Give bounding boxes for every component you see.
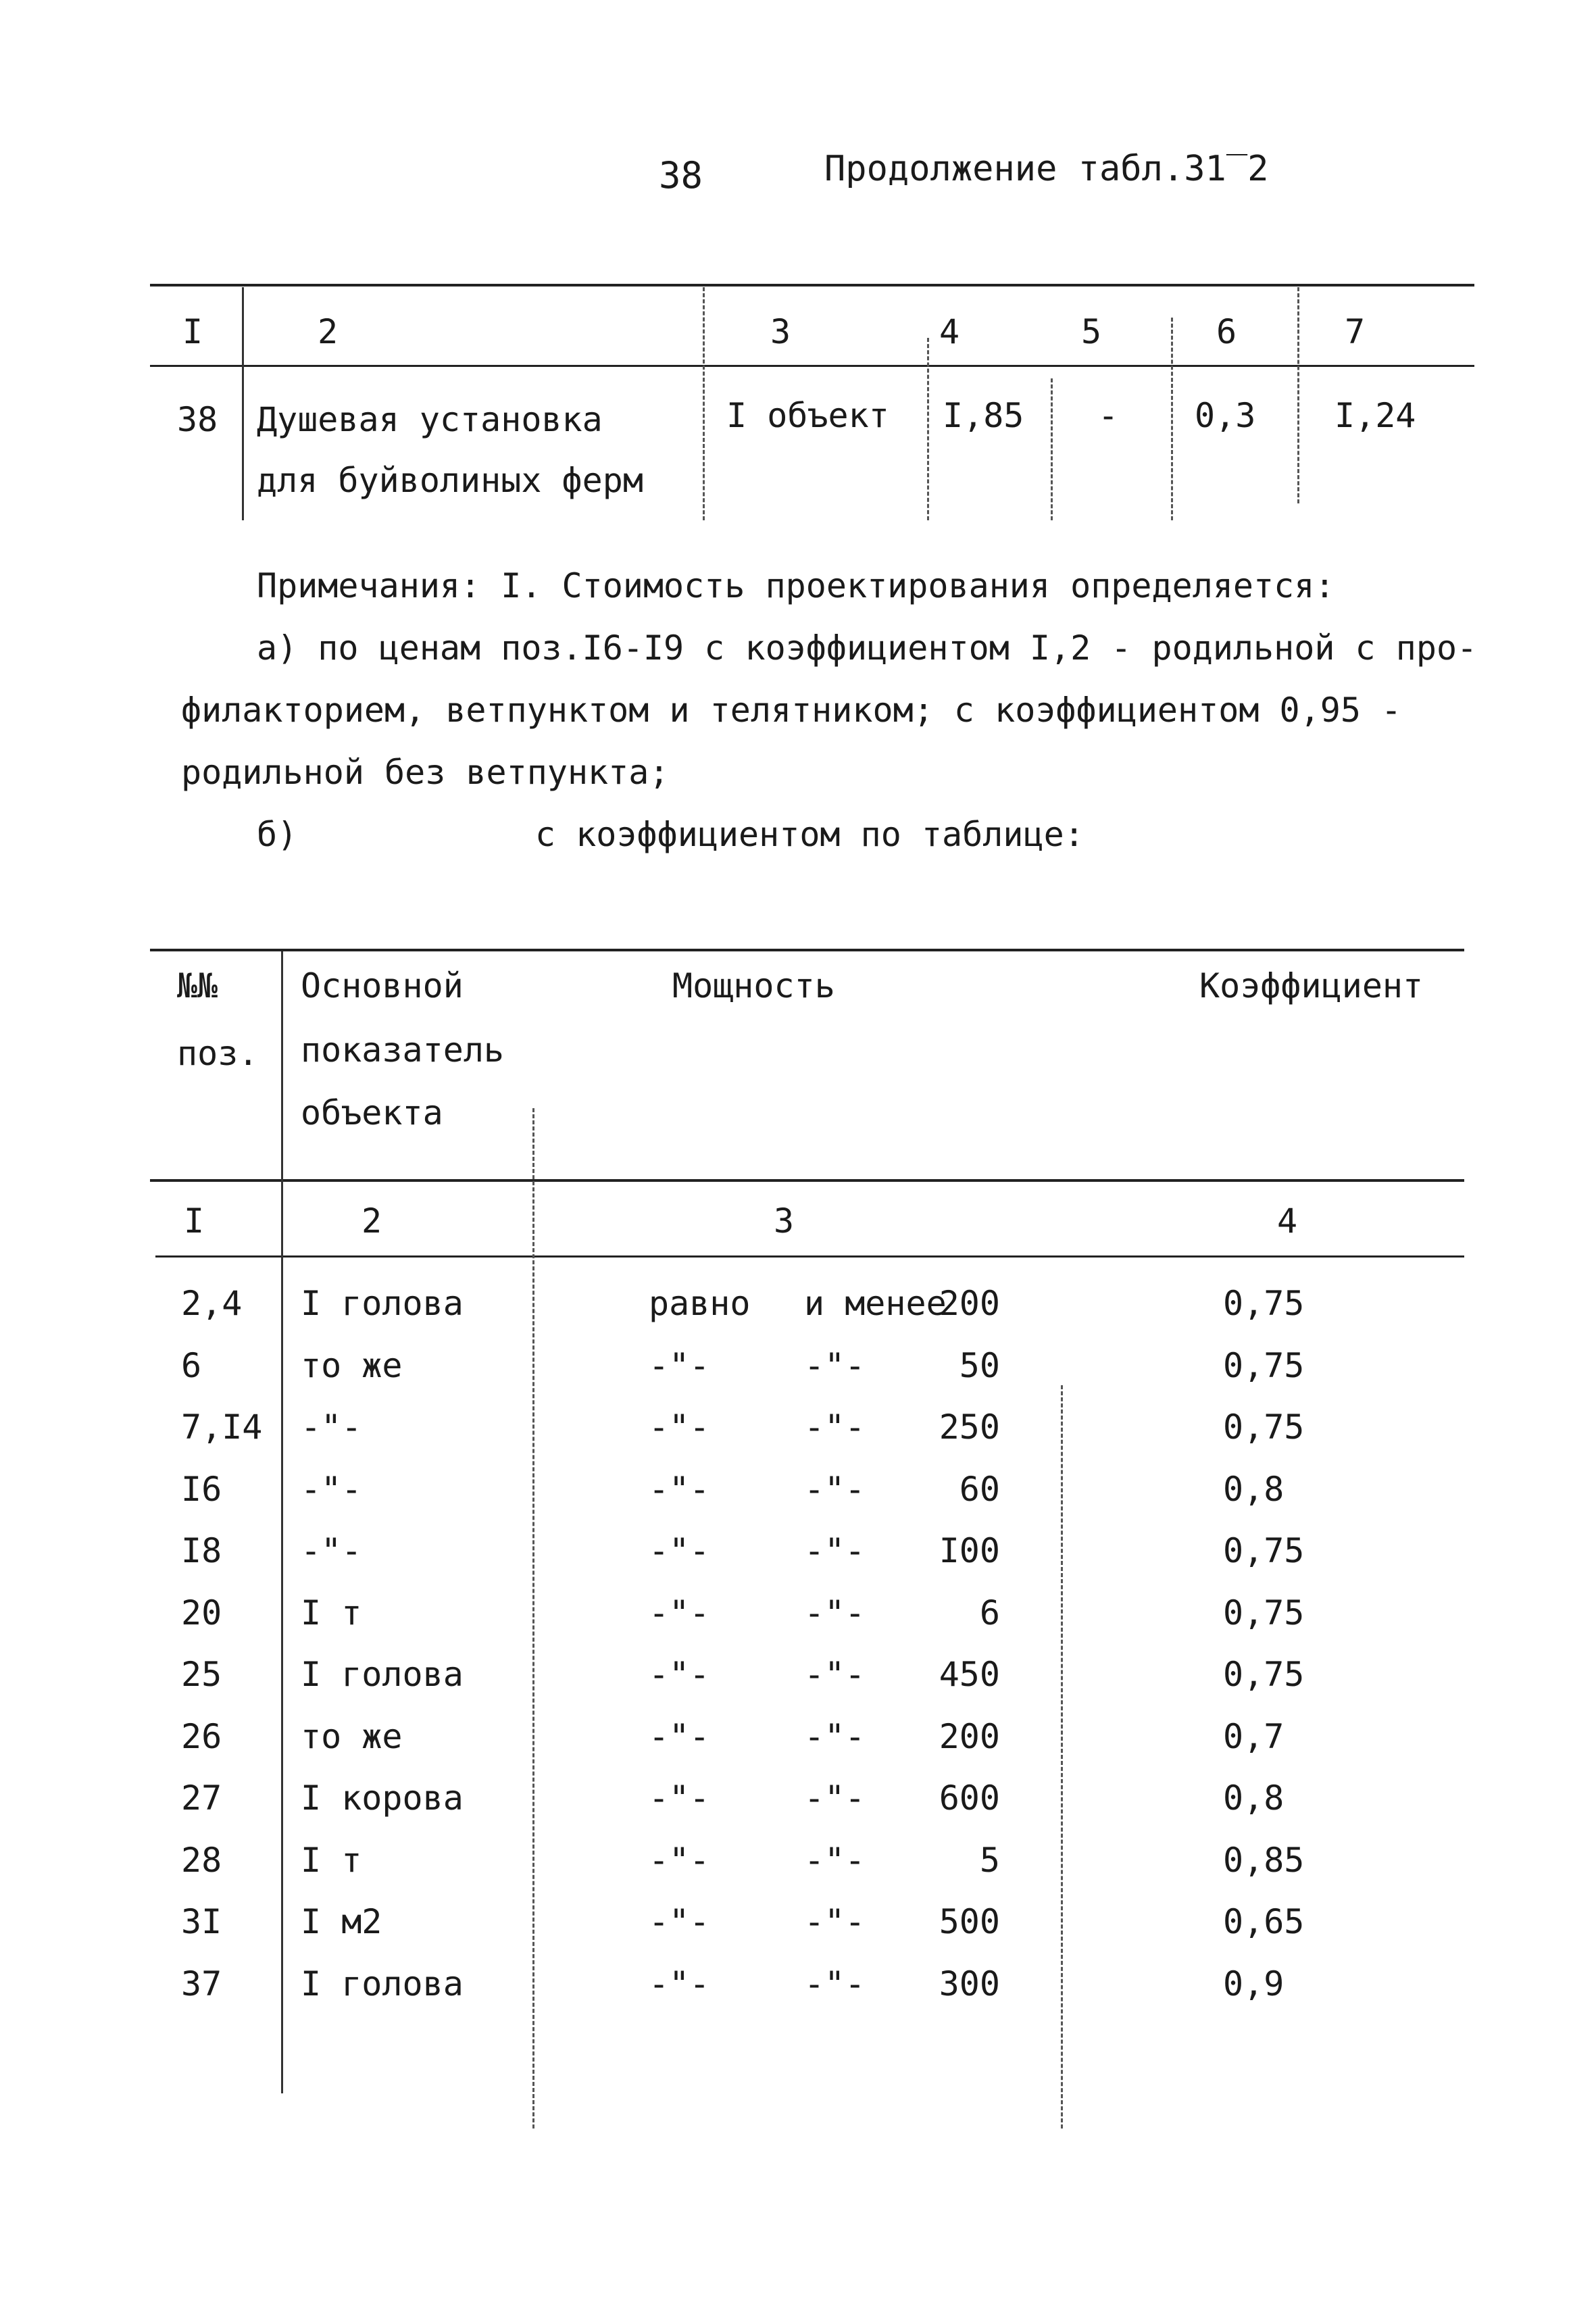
table-2-col-divider (532, 1108, 534, 2129)
object-name: Душевая установка (257, 400, 603, 439)
capacity-qualifier: -"- (649, 1841, 710, 1880)
column-number: I (184, 1201, 205, 1241)
indicator-cell: -"- (301, 1531, 362, 1570)
indicator-cell: I голова (301, 1655, 464, 1694)
table-1-header-rule (150, 365, 1474, 367)
note-line: Примечания: I. Стоимость проектирования определяется: (257, 566, 1335, 605)
coefficient-value: 0,75 (1223, 1346, 1305, 1385)
position-cell: I6 (181, 1470, 222, 1509)
table-2-col-divider (1061, 1385, 1063, 2129)
position-number: 38 (177, 400, 218, 439)
value-cell: - (1098, 396, 1119, 435)
table-1-col-divider (1297, 287, 1299, 503)
capacity-qualifier: -"- (649, 1964, 710, 2003)
capacity-header: Мощность (672, 966, 835, 1005)
coefficient-value: 0,8 (1223, 1470, 1285, 1509)
table-continuation-title: Продолжение табл.31‾2 (824, 149, 1269, 189)
capacity-qualifier: -"- (804, 1655, 866, 1694)
indicator-cell: I т (301, 1841, 362, 1880)
capacity-qualifier: -"- (649, 1346, 710, 1385)
capacity-value: 500 (939, 1902, 1000, 1941)
capacity-qualifier: равно (649, 1284, 751, 1323)
position-cell: 2,4 (181, 1284, 243, 1323)
table-1-header-cell: 6 (1216, 312, 1237, 351)
capacity-value: 200 (939, 1284, 1000, 1323)
coefficient-value: 0,7 (1223, 1717, 1285, 1756)
value-cell: 0,3 (1195, 396, 1256, 435)
capacity-value: I00 (939, 1531, 1000, 1570)
note-line: б) (257, 815, 298, 854)
indicator-cell: I м2 (301, 1902, 382, 1941)
capacity-value: 50 (959, 1346, 1000, 1385)
value-cell: I,85 (943, 396, 1024, 435)
position-cell: 37 (181, 1964, 222, 2003)
coefficient-value: 0,75 (1223, 1284, 1305, 1323)
table-1-header-cell: 5 (1081, 312, 1102, 351)
position-cell: 28 (181, 1841, 222, 1880)
capacity-qualifier: -"- (649, 1531, 710, 1570)
position-cell: 27 (181, 1778, 222, 1818)
capacity-qualifier: и менее (804, 1284, 947, 1323)
table-2-top-rule (150, 949, 1464, 951)
value-cell: I,24 (1335, 396, 1416, 435)
capacity-qualifier: -"- (649, 1902, 710, 1941)
coefficient-value: 0,75 (1223, 1531, 1305, 1570)
indicator-cell: I корова (301, 1778, 464, 1818)
capacity-value: 250 (939, 1408, 1000, 1447)
table-2-col-divider (281, 951, 283, 2093)
position-header: поз. (177, 1034, 259, 1073)
indicator-header: объекта (301, 1093, 443, 1132)
table-1-col-divider (242, 287, 244, 520)
capacity-value: 5 (979, 1841, 1000, 1880)
capacity-qualifier: -"- (649, 1470, 710, 1509)
capacity-qualifier: -"- (804, 1408, 866, 1447)
capacity-qualifier: -"- (804, 1841, 866, 1880)
table-1-header-cell: 7 (1345, 312, 1366, 351)
note-line: а) по ценам поз.I6-I9 с коэффициентом I,2 - родильной с про- (257, 628, 1478, 668)
indicator-cell: -"- (301, 1408, 362, 1447)
capacity-value: 600 (939, 1778, 1000, 1818)
capacity-value: 60 (959, 1470, 1000, 1509)
indicator-cell: I голова (301, 1964, 464, 2003)
capacity-qualifier: -"- (804, 1964, 866, 2003)
capacity-value: 200 (939, 1717, 1000, 1756)
column-number: 4 (1277, 1201, 1298, 1241)
table-2-header-rule (150, 1179, 1464, 1182)
column-number: 2 (361, 1201, 382, 1241)
capacity-qualifier: -"- (804, 1593, 866, 1633)
table-1-col-divider (1051, 378, 1053, 520)
table-1-top-rule (150, 284, 1474, 287)
indicator-cell: I голова (301, 1284, 464, 1323)
indicator-header: показатель (301, 1030, 505, 1070)
table-1-col-divider (1171, 318, 1173, 520)
capacity-value: 6 (979, 1593, 1000, 1633)
table-2-numbers-rule (155, 1255, 1464, 1258)
capacity-qualifier: -"- (649, 1408, 710, 1447)
unit-cell: I объект (726, 396, 889, 435)
page-number: 38 (659, 154, 703, 197)
position-cell: 6 (181, 1346, 202, 1385)
position-cell: 7,I4 (181, 1408, 263, 1447)
capacity-qualifier: -"- (804, 1717, 866, 1756)
table-1-col-divider (927, 338, 929, 520)
table-1-header-cell: I (182, 312, 203, 351)
object-name: для буйволиных ферм (257, 461, 643, 500)
coefficient-value: 0,75 (1223, 1655, 1305, 1694)
capacity-qualifier: -"- (649, 1778, 710, 1818)
note-line: филакторием, ветпунктом и телятником; с коэффициентом 0,95 - (181, 691, 1402, 730)
coefficient-value: 0,85 (1223, 1841, 1305, 1880)
capacity-value: 450 (939, 1655, 1000, 1694)
capacity-qualifier: -"- (649, 1717, 710, 1756)
coefficient-value: 0,65 (1223, 1902, 1305, 1941)
capacity-qualifier: -"- (804, 1902, 866, 1941)
coefficient-value: 0,75 (1223, 1408, 1305, 1447)
table-1-header-cell: 4 (939, 312, 960, 351)
position-cell: 25 (181, 1655, 222, 1694)
column-number: 3 (774, 1201, 795, 1241)
table-1-header-cell: 2 (318, 312, 339, 351)
table-1-header-cell: 3 (770, 312, 791, 351)
indicator-cell: I т (301, 1593, 362, 1633)
capacity-qualifier: -"- (804, 1470, 866, 1509)
note-line: родильной без ветпункта; (181, 753, 670, 792)
capacity-value: 300 (939, 1964, 1000, 2003)
position-cell: I8 (181, 1531, 222, 1570)
capacity-qualifier: -"- (804, 1778, 866, 1818)
coefficient-value: 0,75 (1223, 1593, 1305, 1633)
indicator-cell: -"- (301, 1470, 362, 1509)
coefficient-header: Коэффициент (1199, 966, 1424, 1005)
capacity-qualifier: -"- (649, 1593, 710, 1633)
position-header: №№ (177, 966, 218, 1005)
indicator-cell: то же (301, 1346, 403, 1385)
position-cell: 3I (181, 1902, 222, 1941)
capacity-qualifier: -"- (804, 1531, 866, 1570)
coefficient-value: 0,9 (1223, 1964, 1285, 2003)
indicator-header: Основной (301, 966, 464, 1005)
coefficient-value: 0,8 (1223, 1778, 1285, 1818)
note-line: с коэффициентом по таблице: (535, 815, 1084, 854)
position-cell: 26 (181, 1717, 222, 1756)
table-1-col-divider (703, 287, 705, 520)
capacity-qualifier: -"- (804, 1346, 866, 1385)
position-cell: 20 (181, 1593, 222, 1633)
capacity-qualifier: -"- (649, 1655, 710, 1694)
indicator-cell: то же (301, 1717, 403, 1756)
